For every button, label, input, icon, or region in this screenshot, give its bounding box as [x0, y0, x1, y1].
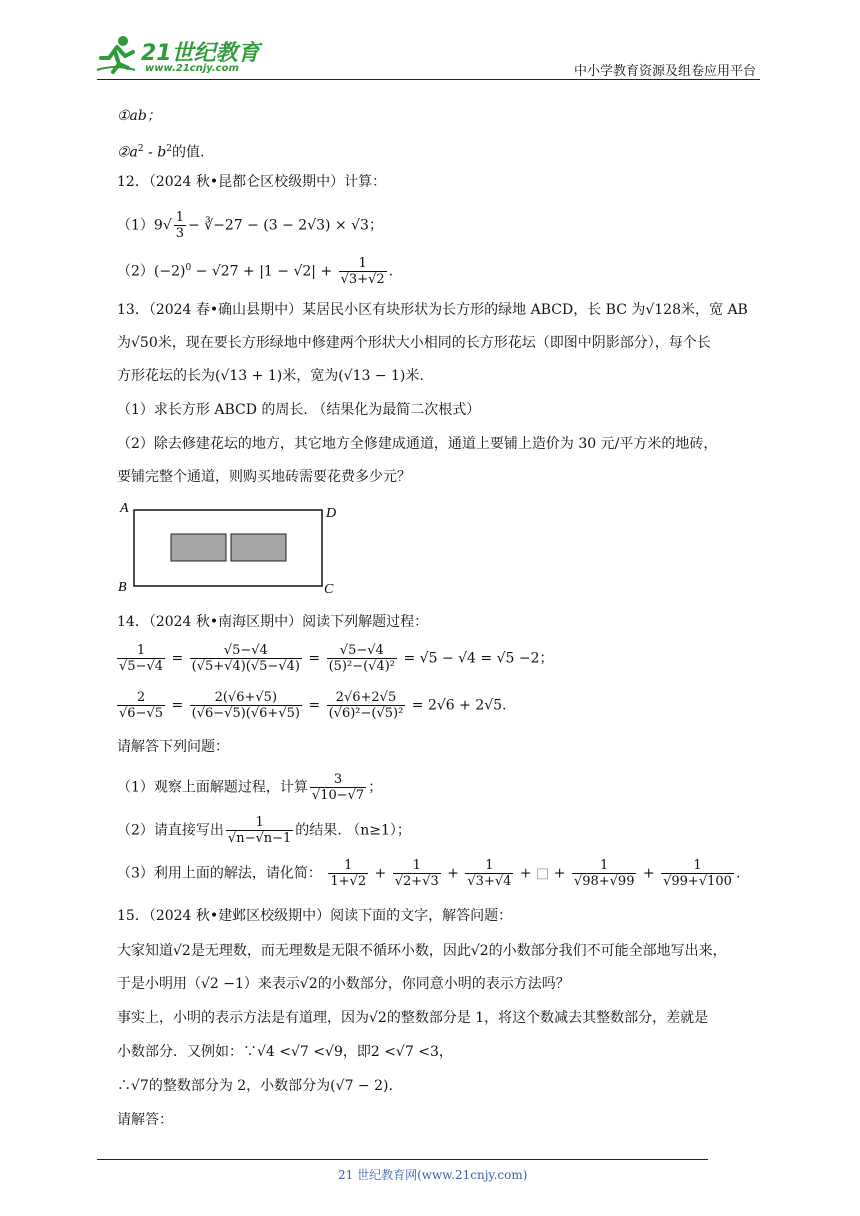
platform-label: 中小学教育资源及组卷应用平台: [574, 64, 757, 79]
flowerbed-right: [231, 534, 286, 561]
q14-sub1: （1）观察上面解题过程，计算 $\frac{3}{√10-√7}$ ；: [117, 772, 383, 803]
q15-line3: 事实上，小明的表示方法是有道理，因为√2的整数部分是 1，将这个数减去其整数部分，差就是: [117, 1010, 709, 1026]
label-b: B: [118, 580, 127, 595]
q15-line4: 小数部分．又例如：∵√4 <√7 <√9，即2 <√7 <3，: [117, 1044, 453, 1060]
footer-divider: [97, 1159, 708, 1160]
site-logo: [95, 34, 265, 78]
logo-text: 21世纪教育: [141, 41, 260, 66]
q13-sub2b: 要铺完整个通道，则购买地砖需要花费多少元？: [117, 469, 411, 485]
rectangle-abcd-figure: [112, 498, 344, 598]
q15-line6: 请解答：: [117, 1112, 173, 1128]
label-d: D: [326, 506, 337, 521]
q14-equation2: $\frac{2}{√6-√5}$ = $\frac{2(√6+√5)}{(√6-√5)(√6+√5)}$ = $\frac{2√6+2√5}{\text{(√6)²−(√5)²}}$ = 2√6 + 2√5.: [119, 690, 507, 721]
q15-line1: 大家知道√2是无理数，而无理数是无限不循环小数，因此√2的小数部分我们不可能全部地写出来，: [117, 943, 727, 959]
q12-heading: 12．（2024 秋•昆都仑区校级期中）计算：: [117, 174, 387, 190]
header-divider: [97, 79, 760, 80]
q11-part2: $②a^2 - b^2$的值.: [117, 144, 205, 161]
label-c: C: [324, 582, 334, 597]
q13-line1: 13．（2024 春•确山县期中）某居民小区有块形状为长方形的绿地 ABCD，长 BC 为√128米，宽 AB: [117, 302, 748, 318]
q13-line2: 为√50米，现在要长方形绿地中修建两个形状大小相同的长方形花坛（即图中阴影部分），每个长: [117, 335, 711, 351]
flowerbed-left: [171, 534, 226, 561]
q12-part2: $(2)(-2)^0 - √27 + |1 - √2|$ + $\frac{1}{√3+√2}$ .: [117, 256, 394, 287]
q15-line2: 于是小明用（√2 −1）来表示√2的小数部分，你同意小明的表示方法吗？: [117, 976, 570, 992]
q11-part1: ①ab；: [117, 108, 161, 124]
ellipsis-box: □: [536, 865, 550, 882]
label-a: A: [120, 501, 129, 516]
q13-line3: 方形花坛的长为(√13 + 1)米，宽为(√13 − 1)米.: [117, 368, 424, 384]
q14-prompt: 请解答下列问题：: [117, 739, 229, 755]
rect-abcd: [134, 510, 322, 586]
logo-url: www.21cnjy.com: [145, 63, 239, 74]
q14-equation1: $\frac{1}{√5-√4}$ = $\frac{√5-√4}{(√5+√4)(√5-√4)}$ = $\frac{√5-√4}{\text{(5)²−(√4)²}}$ = √5 − √4 = √5 −2；: [119, 643, 554, 674]
q13-sub2a: （2）除去修建花坛的地方，其它地方全修建成通道，通道上要铺上造价为 30 元/平方米的地砖，: [117, 436, 718, 452]
q14-sub2: （2）请直接写出 $\frac{1}{√n-√n-1}$ 的结果. （n≥1）；: [117, 815, 411, 846]
q15-heading: 15．（2024 秋•建邺区校级期中）阅读下面的文字，解答问题：: [117, 908, 513, 924]
q14-sub3: （3）利用上面的解法，请化简： $\frac{1}{1+√2}$ + $\frac{1}{√2+√3}$ + $\frac{1}{√3+√4}$ + □ + $\frac{1}{√98+√99}$ + $\frac{1}{√99+√100}$ .: [117, 858, 741, 889]
q12-part1: （1）9√ $\frac{1}{3}$ − ∛−27 − (3 − 2√3) × √3；: [117, 210, 383, 241]
footer-link[interactable]: 21 世纪教育网(www.21cnjy.com): [338, 1168, 528, 1182]
q13-sub1: （1）求长方形 ABCD 的周长. （结果化为最简二次根式）: [117, 402, 481, 418]
q14-heading: 14．（2024 秋•南海区期中）阅读下列解题过程：: [117, 614, 429, 630]
q15-line5: ∴√7的整数部分为 2，小数部分为(√7 − 2).: [117, 1078, 393, 1094]
runner-logo-icon: [95, 34, 139, 74]
